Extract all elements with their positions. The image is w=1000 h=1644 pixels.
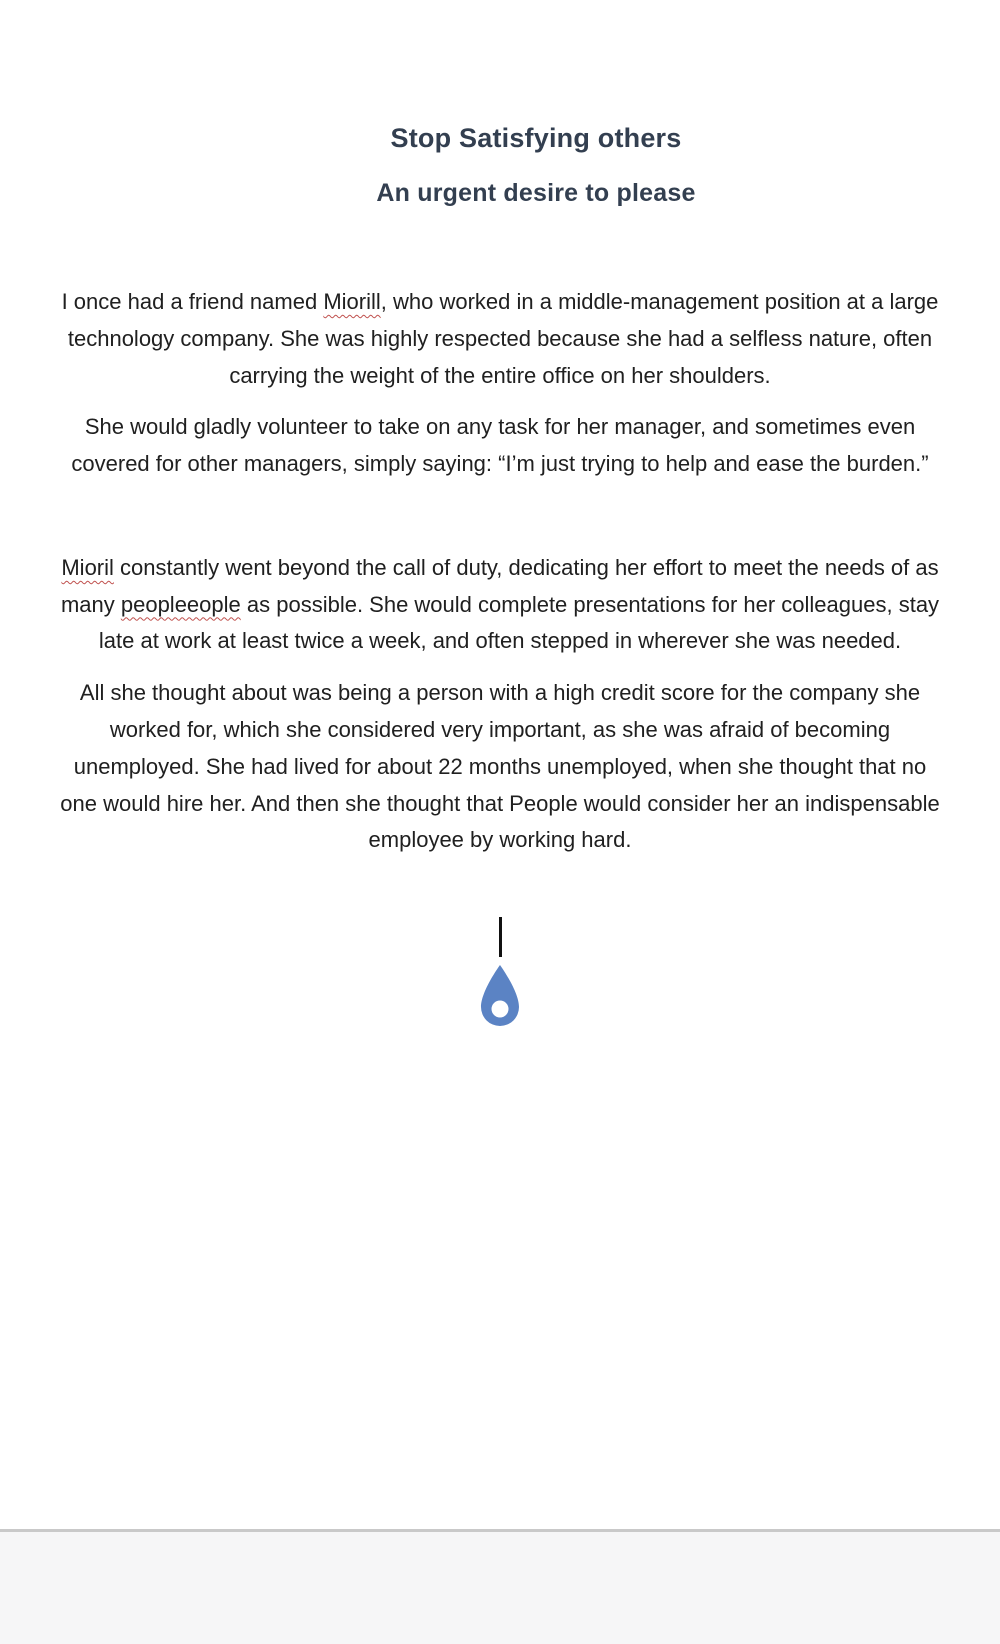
document-body[interactable] [60, 284, 940, 859]
paragraph[interactable] [60, 550, 940, 660]
heading-block [0, 122, 1000, 208]
document-subtitle[interactable]: An urgent desire to please [376, 179, 696, 207]
cursor-drop-handle-icon[interactable] [477, 964, 523, 1030]
text-run: constantly went beyond the call of duty, dedicating her effort to meet the needs of as many [60, 554, 939, 617]
paragraph[interactable] [60, 409, 940, 483]
insertion-point [0, 917, 1000, 1030]
document-title[interactable]: Stop Satisfying others [390, 123, 682, 153]
text-run: I once had a friend named [61, 289, 324, 314]
text-run: , who worked in a middle-management position at a large technology company. She was highly respected because she had a selfless nature, often carrying the weight of the entire office on her shoulders. [67, 289, 939, 388]
text-run: as possible. She would complete presentations for her colleagues, stay late at work at least twice a week, and often stepped in wherever she was needed. [98, 591, 940, 654]
misspelled-word[interactable]: peopleeople [120, 591, 241, 617]
text-run: She would gladly volunteer to take on any task for her manager, and sometimes even covered for other managers, simply saying: “I’m just trying to help and ease the burden.” [71, 414, 929, 477]
paragraph[interactable] [60, 284, 940, 394]
paragraph[interactable] [60, 675, 940, 859]
text-cursor-caret [499, 917, 502, 957]
misspelled-word[interactable]: Mioril [61, 554, 114, 580]
misspelled-word[interactable]: Miorill [323, 289, 381, 314]
app-background-footer [0, 1532, 1000, 1644]
text-run: All she thought about was being a person with a high credit score for the company she worked for, which she considered very important, as she was afraid of becoming unemployed. She had lived for about 22 months unemployed, when she thought that no one would hire her. And then she thought that People would consider her an indispensable employee by working hard. [60, 680, 940, 853]
empty-paragraph[interactable] [60, 498, 940, 535]
